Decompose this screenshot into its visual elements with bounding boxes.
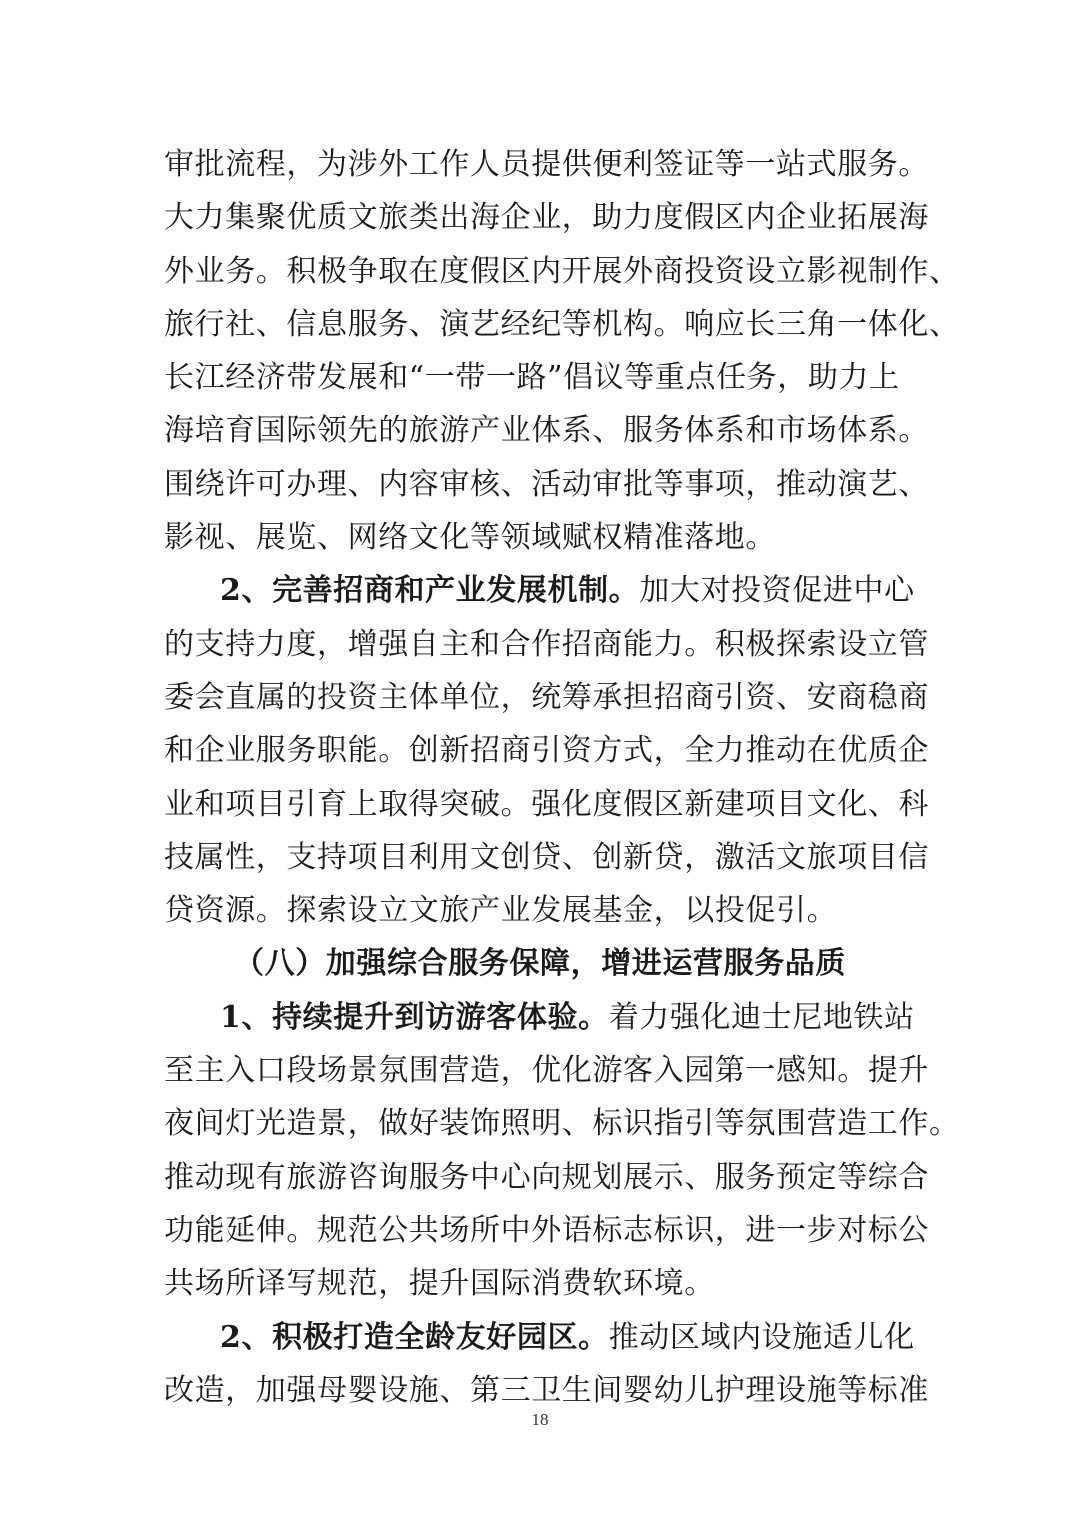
paragraph-line: 技属性，支持项目利用文创贷、创新贷，激活文旅项目信 xyxy=(164,839,929,875)
paragraph-line: 海培育国际领先的旅游产业体系、服务体系和市场体系。 xyxy=(164,413,929,449)
paragraph-line: 夜间灯光造景，做好装饰照明、标识指引等氛围营造工作。 xyxy=(164,1106,960,1142)
document-body xyxy=(164,138,960,1417)
paragraph-line: 业和项目引育上取得突破。强化度假区新建项目文化、科 xyxy=(164,786,929,822)
paragraph-line: 和企业服务职能。创新招商引资方式，全力推动在优质企 xyxy=(164,733,929,769)
item-lead-all-age: 2、积极打造全龄友好园区。 xyxy=(220,1319,609,1355)
item-text: 加大对投资促进中心 xyxy=(639,573,915,609)
paragraph-line: 旅行社、信息服务、演艺经纪等机构。响应长三角一体化、 xyxy=(164,306,960,342)
paragraph-line: 改造，加强母婴设施、第三卫生间婴幼儿护理设施等标准 xyxy=(164,1372,929,1408)
item-text: 着力强化迪士尼地铁站 xyxy=(608,999,915,1035)
paragraph-line: 共场所译写规范，提升国际消费软环境。 xyxy=(164,1266,715,1302)
paragraph-line: 长江经济带发展和“一带一路”倡议等重点任务，助力上 xyxy=(164,360,900,396)
section-heading: （八）加强综合服务保障，增进运营服务品质 xyxy=(234,946,846,982)
paragraph-line: 审批流程，为涉外工作人员提供便利签证等一站式服务。 xyxy=(164,147,929,182)
paragraph-line: 的支持力度，增强自主和合作招商能力。积极探索设立管 xyxy=(164,626,929,662)
paragraph-line: 推动现有旅游咨询服务中心向规划展示、服务预定等综合 xyxy=(164,1159,929,1195)
paragraph-line: 至主入口段场景氛围营造，优化游客入园第一感知。提升 xyxy=(164,1053,929,1089)
page-number: 18 xyxy=(531,1410,549,1429)
item-heading-line xyxy=(164,1311,915,1364)
paragraph-line: 影视、展览、网络文化等领域赋权精准落地。 xyxy=(164,520,776,556)
item-lead-visitor: 1、持续提升到访游客体验。 xyxy=(220,999,609,1035)
item-lead-investment: 2、完善招商和产业发展机制。 xyxy=(220,573,640,609)
paragraph-line: 功能延伸。规范公共场所中外语标志标识，进一步对标公 xyxy=(164,1212,929,1248)
paragraph-line: 委会直属的投资主体单位，统筹承担招商引资、安商稳商 xyxy=(164,679,929,715)
paragraph-line: 贷资源。探索设立文旅产业发展基金，以投促引。 xyxy=(164,893,838,929)
paragraph-line: 围绕许可办理、内容审核、活动审批等事项，推动演艺、 xyxy=(164,466,929,502)
paragraph-line: 外业务。积极争取在度假区内开展外商投资设立影视制作、 xyxy=(164,253,960,289)
item-heading-line xyxy=(164,564,915,617)
item-heading-line xyxy=(164,991,915,1044)
paragraph-line: 大力集聚优质文旅类出海企业，助力度假区内企业拓展海 xyxy=(164,200,929,236)
item-text: 推动区域内设施适儿化 xyxy=(608,1319,915,1355)
